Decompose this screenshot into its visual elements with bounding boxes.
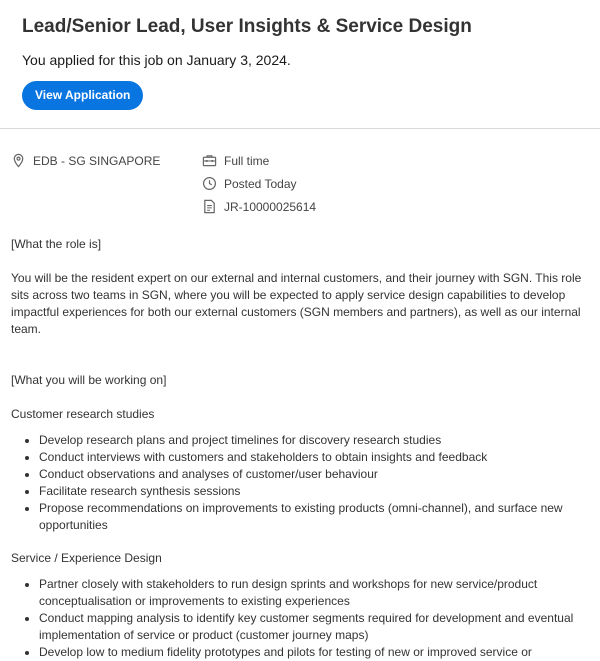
job-title: Lead/Senior Lead, User Insights & Service Design bbox=[22, 16, 472, 37]
role-heading: [What the role is] bbox=[11, 237, 102, 251]
briefcase-icon bbox=[202, 153, 217, 168]
time-type-text: Full time bbox=[224, 153, 270, 168]
list-item: • Conduct observations and analyses of customer/user behaviour bbox=[39, 466, 589, 483]
list-item: • Partner closely with stakeholders to run design sprints and workshops for new service/product conceptualisation or improvements to existing experiences bbox=[39, 576, 589, 610]
meta-posted bbox=[202, 176, 297, 191]
document-icon bbox=[202, 199, 217, 214]
view-application-button[interactable]: View Application bbox=[22, 81, 143, 110]
location-text: EDB - SG SINGAPORE bbox=[33, 153, 161, 168]
list-item: • Conduct interviews with customers and stakeholders to obtain insights and feedback bbox=[39, 449, 589, 466]
posted-text: Posted Today bbox=[224, 176, 297, 191]
job-header bbox=[0, 0, 600, 112]
list-item: • Develop low to medium fidelity prototypes and pilots for testing of new or improved service or bbox=[39, 644, 589, 661]
section-list bbox=[11, 432, 589, 534]
job-id-text: JR-10000025614 bbox=[224, 199, 317, 214]
role-paragraph: You will be the resident expert on our external and internal customers, and their journey with SGN. This role sits across two teams in SGN, where you will be expected to apply service design capabilities to develop impactful experiences for both our external customers (SGN members and partners), as well as our internal team. bbox=[11, 271, 582, 336]
working-heading: [What you will be working on] bbox=[11, 373, 167, 387]
list-item: • Develop research plans and project timelines for discovery research studies bbox=[39, 432, 589, 449]
meta-time-type bbox=[202, 153, 269, 168]
job-description bbox=[0, 209, 600, 661]
section-list bbox=[11, 576, 589, 661]
clock-icon bbox=[202, 176, 217, 191]
applied-status: You applied for this job on January 3, 2024. bbox=[22, 52, 291, 68]
list-item: • Facilitate research synthesis sessions bbox=[39, 483, 589, 500]
job-meta bbox=[0, 129, 600, 214]
meta-location bbox=[11, 153, 160, 168]
section-title: Customer research studies bbox=[11, 407, 155, 421]
section-title: Service / Experience Design bbox=[11, 551, 162, 565]
location-pin-icon bbox=[11, 153, 26, 168]
list-item: • Propose recommendations on improvements to existing products (omni-channel), and surface new opportunities bbox=[39, 500, 589, 534]
list-item: • Conduct mapping analysis to identify key customer segments required for development and eventual implementation of service or product (customer journey maps) bbox=[39, 610, 589, 644]
meta-job-id bbox=[202, 199, 316, 214]
